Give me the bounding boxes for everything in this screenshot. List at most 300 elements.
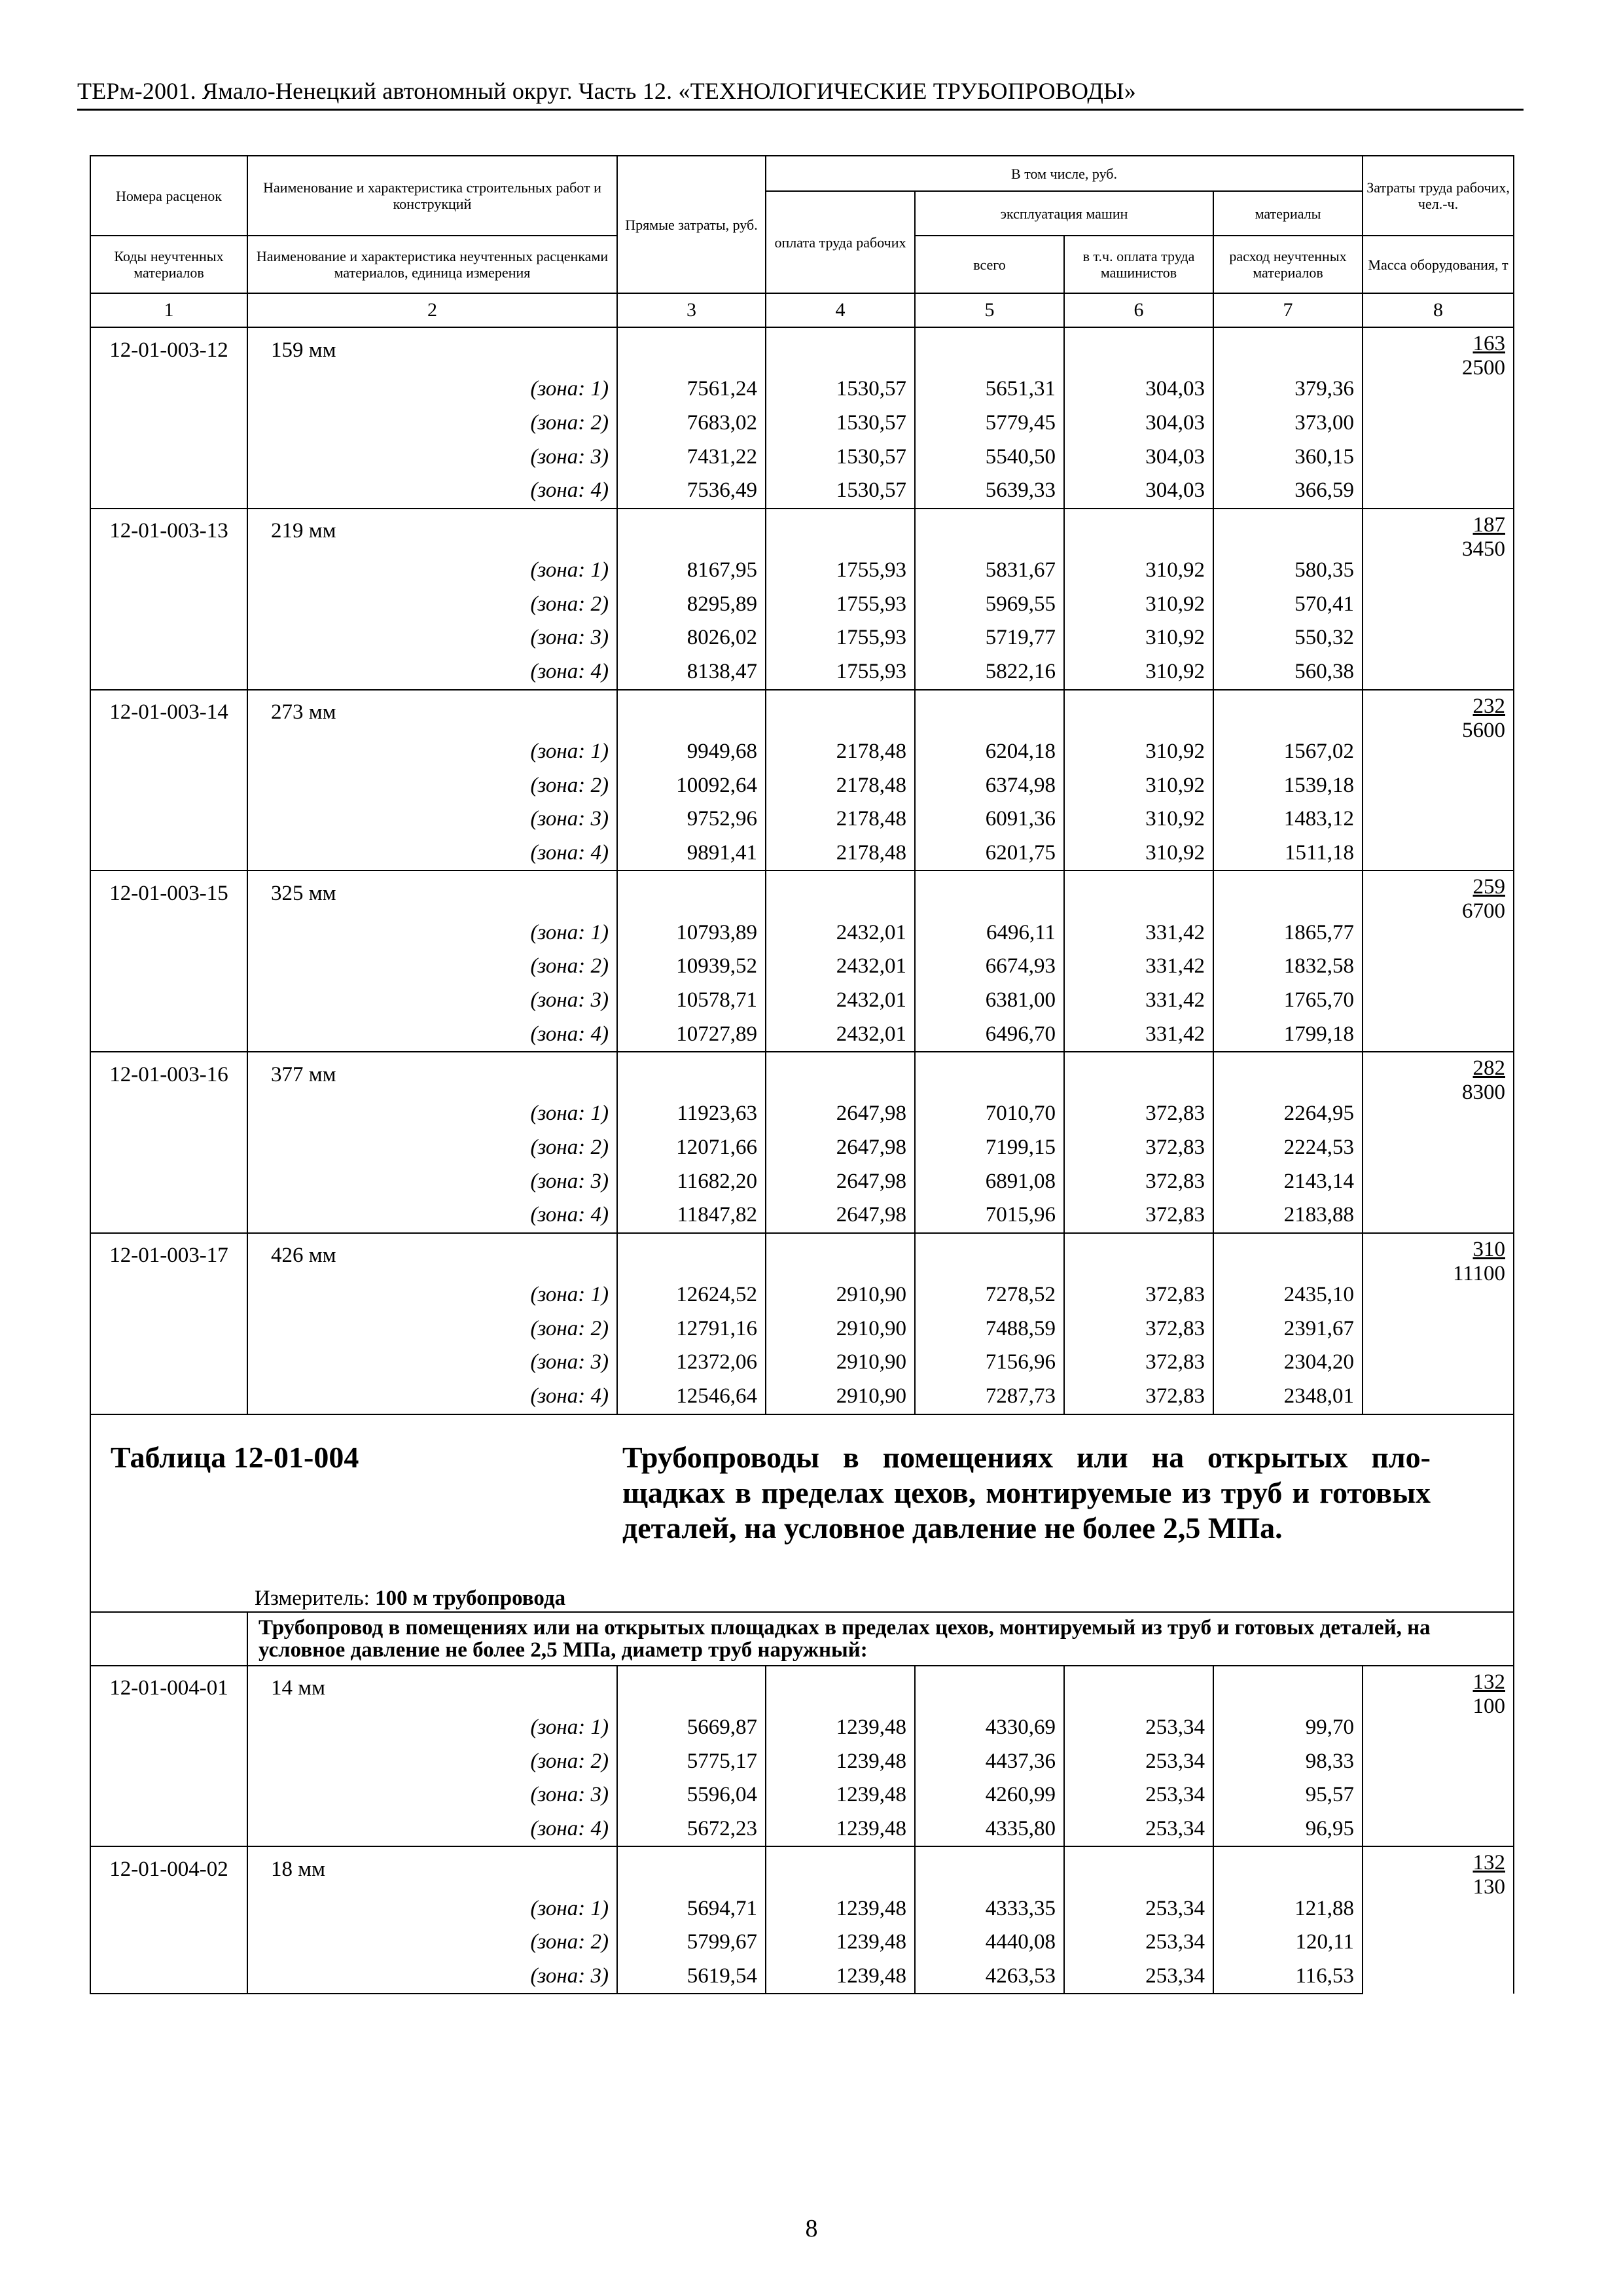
- measure-value: 100 м трубопровода: [375, 1586, 566, 1610]
- direct-costs-value: 10727,89: [617, 1017, 766, 1052]
- materials-value: 360,15: [1213, 440, 1363, 474]
- operator-wages-value: 331,42: [1064, 984, 1213, 1018]
- zone-label: (зона: 4): [247, 1380, 617, 1414]
- empty-cell: [915, 1052, 1064, 1097]
- empty-cell: [915, 327, 1064, 372]
- operator-wages-value: 310,92: [1064, 802, 1213, 836]
- direct-costs-value: 8026,02: [617, 621, 766, 655]
- labor-mass-cell: [1363, 1666, 1514, 1847]
- table-title-row: [90, 1414, 1514, 1612]
- machines-value: 4330,69: [915, 1711, 1064, 1745]
- materials-value: 2435,10: [1213, 1278, 1363, 1312]
- machines-value: 4333,35: [915, 1892, 1064, 1926]
- zone-label: (зона: 3): [247, 621, 617, 655]
- wages-value: 1239,48: [766, 1960, 915, 1994]
- direct-costs-value: 8167,95: [617, 554, 766, 588]
- table-title-cell: [90, 1414, 1514, 1612]
- rates-table: [90, 155, 1514, 1994]
- wages-value: 1755,93: [766, 655, 915, 690]
- operator-wages-value: 253,34: [1064, 1778, 1213, 1812]
- empty-cell: [766, 1666, 915, 1711]
- materials-value: 373,00: [1213, 406, 1363, 440]
- zone-label: (зона: 2): [247, 950, 617, 984]
- direct-costs-value: 5799,67: [617, 1926, 766, 1960]
- zone-label: (зона: 3): [247, 440, 617, 474]
- wages-value: 2910,90: [766, 1380, 915, 1414]
- operator-wages-value: 372,83: [1064, 1097, 1213, 1131]
- zone-row: [90, 1812, 1514, 1847]
- empty-cell: [90, 1960, 247, 1994]
- empty-cell: [766, 1846, 915, 1892]
- mass-value: 5600: [1462, 718, 1506, 742]
- materials-value: 1832,58: [1213, 950, 1363, 984]
- empty-cell: [90, 1131, 247, 1165]
- empty-cell: [1064, 1846, 1213, 1892]
- materials-value: 96,95: [1213, 1812, 1363, 1847]
- zone-row: [90, 655, 1514, 690]
- machines-value: 6674,93: [915, 950, 1064, 984]
- col-number: 8: [1363, 293, 1514, 327]
- operator-wages-value: 253,34: [1064, 1960, 1213, 1994]
- direct-costs-value: 12071,66: [617, 1131, 766, 1165]
- column-numbers-row: [90, 293, 1514, 327]
- col-head-operator-wages: в т.ч. оплата труда машинистов: [1064, 236, 1213, 293]
- materials-value: 1865,77: [1213, 916, 1363, 950]
- zone-label: (зона: 2): [247, 1926, 617, 1960]
- zone-label: (зона: 1): [247, 1711, 617, 1745]
- empty-cell: [90, 587, 247, 621]
- operator-wages-value: 253,34: [1064, 1812, 1213, 1847]
- labor-value: 132: [1472, 1670, 1506, 1694]
- machines-value: 4440,08: [915, 1926, 1064, 1960]
- empty-cell: [1064, 1233, 1213, 1278]
- labor-value: 163: [1472, 332, 1506, 355]
- mass-value: 2500: [1462, 356, 1506, 380]
- empty-cell: [90, 1892, 247, 1926]
- empty-cell: [90, 1812, 247, 1847]
- materials-value: 1539,18: [1213, 768, 1363, 802]
- machines-value: 5719,77: [915, 621, 1064, 655]
- col-head-materials: материалы: [1213, 191, 1363, 236]
- rate-name: 159 мм: [247, 327, 617, 372]
- materials-value: 2183,88: [1213, 1198, 1363, 1233]
- empty-cell: [90, 950, 247, 984]
- col-head-machines: эксплуатация машин: [915, 191, 1213, 236]
- empty-cell: [90, 1346, 247, 1380]
- direct-costs-value: 12546,64: [617, 1380, 766, 1414]
- machines-value: 6891,08: [915, 1164, 1064, 1198]
- rate-code: 12-01-003-17: [90, 1233, 247, 1278]
- labor-value: 187: [1472, 512, 1506, 537]
- wages-value: 2647,98: [766, 1131, 915, 1165]
- zone-label: (зона: 1): [247, 372, 617, 406]
- direct-costs-value: 10939,52: [617, 950, 766, 984]
- col-head-material-names: Наименование и характеристика неучтенных расценками материалов, единица измерения: [247, 236, 617, 293]
- labor-value: 282: [1472, 1056, 1506, 1080]
- materials-value: 2304,20: [1213, 1346, 1363, 1380]
- materials-value: 366,59: [1213, 474, 1363, 509]
- operator-wages-value: 253,34: [1064, 1744, 1213, 1778]
- wages-value: 1239,48: [766, 1744, 915, 1778]
- zone-row: [90, 768, 1514, 802]
- empty-cell: [90, 836, 247, 871]
- zone-label: (зона: 2): [247, 406, 617, 440]
- machines-value: 4335,80: [915, 1812, 1064, 1847]
- materials-value: 1765,70: [1213, 984, 1363, 1018]
- operator-wages-value: 310,92: [1064, 655, 1213, 690]
- empty-cell: [1213, 509, 1363, 554]
- col-number: 5: [915, 293, 1064, 327]
- empty-cell: [1213, 1052, 1363, 1097]
- wages-value: 1755,93: [766, 554, 915, 588]
- operator-wages-value: 304,03: [1064, 372, 1213, 406]
- zone-label: (зона: 1): [247, 1892, 617, 1926]
- wages-value: 1530,57: [766, 372, 915, 406]
- zone-row: [90, 984, 1514, 1018]
- operator-wages-value: 310,92: [1064, 768, 1213, 802]
- zone-row: [90, 1711, 1514, 1745]
- rate-row: [90, 1052, 1514, 1097]
- mass-value: 6700: [1462, 899, 1506, 924]
- operator-wages-value: 372,83: [1064, 1198, 1213, 1233]
- operator-wages-value: 304,03: [1064, 474, 1213, 509]
- zone-label: (зона: 4): [247, 1198, 617, 1233]
- wages-value: 2432,01: [766, 950, 915, 984]
- labor-value: 132: [1472, 1851, 1506, 1875]
- materials-value: 2143,14: [1213, 1164, 1363, 1198]
- wages-value: 2647,98: [766, 1164, 915, 1198]
- rate-name: 14 мм: [247, 1666, 617, 1711]
- direct-costs-value: 7683,02: [617, 406, 766, 440]
- rate-row: [90, 870, 1514, 916]
- zone-row: [90, 1744, 1514, 1778]
- operator-wages-value: 310,92: [1064, 735, 1213, 769]
- empty-cell: [617, 1846, 766, 1892]
- empty-cell: [90, 735, 247, 769]
- empty-cell: [915, 690, 1064, 735]
- operator-wages-value: 372,83: [1064, 1346, 1213, 1380]
- rate-code: 12-01-004-01: [90, 1666, 247, 1711]
- machines-value: 5639,33: [915, 474, 1064, 509]
- labor-value: 232: [1472, 694, 1506, 718]
- zone-row: [90, 440, 1514, 474]
- direct-costs-value: 11923,63: [617, 1097, 766, 1131]
- empty-cell: [90, 916, 247, 950]
- zone-row: [90, 372, 1514, 406]
- zone-label: (зона: 3): [247, 984, 617, 1018]
- zone-row: [90, 1097, 1514, 1131]
- wages-value: 2910,90: [766, 1312, 915, 1346]
- empty-cell: [1064, 690, 1213, 735]
- labor-value: 310: [1472, 1237, 1506, 1261]
- col-number: 6: [1064, 293, 1213, 327]
- empty-cell: [915, 509, 1064, 554]
- zone-label: (зона: 4): [247, 836, 617, 871]
- operator-wages-value: 304,03: [1064, 440, 1213, 474]
- machines-value: 5831,67: [915, 554, 1064, 588]
- operator-wages-value: 253,34: [1064, 1926, 1213, 1960]
- zone-row: [90, 587, 1514, 621]
- direct-costs-value: 10793,89: [617, 916, 766, 950]
- operator-wages-value: 310,92: [1064, 554, 1213, 588]
- operator-wages-value: 331,42: [1064, 1017, 1213, 1052]
- materials-value: 1511,18: [1213, 836, 1363, 871]
- empty-cell: [1213, 327, 1363, 372]
- empty-cell: [90, 1312, 247, 1346]
- direct-costs-value: 12372,06: [617, 1346, 766, 1380]
- empty-cell: [90, 1017, 247, 1052]
- zone-label: (зона: 2): [247, 1312, 617, 1346]
- empty-cell: [90, 372, 247, 406]
- machines-value: 7156,96: [915, 1346, 1064, 1380]
- operator-wages-value: 372,83: [1064, 1164, 1213, 1198]
- section-heading: Трубопровод в помещениях или на открытых площадках в пределах цехов, монтируемый из труб и готовых деталей, на условное давление не более 2,5 МПа, диаметр труб наружный:: [247, 1612, 1514, 1666]
- labor-value: 259: [1472, 875, 1506, 899]
- table-description: Трубопроводы в помещениях или на открытых пло-щадках в пределах цехов, монтируемые из труб и готовых деталей, на условное давление не более 2,5 МПа.: [622, 1440, 1431, 1545]
- machines-value: 5822,16: [915, 655, 1064, 690]
- machines-value: 6201,75: [915, 836, 1064, 871]
- operator-wages-value: 304,03: [1064, 406, 1213, 440]
- empty-cell: [617, 870, 766, 916]
- zone-row: [90, 406, 1514, 440]
- zone-row: [90, 916, 1514, 950]
- empty-cell: [90, 1744, 247, 1778]
- machines-value: 7015,96: [915, 1198, 1064, 1233]
- col-head-mass: Масса оборудования, т: [1363, 236, 1514, 293]
- zone-row: [90, 950, 1514, 984]
- empty-cell: [1213, 870, 1363, 916]
- empty-cell: [766, 870, 915, 916]
- page-number: 8: [805, 2215, 818, 2242]
- rate-name: 377 мм: [247, 1052, 617, 1097]
- zone-row: [90, 802, 1514, 836]
- direct-costs-value: 8295,89: [617, 587, 766, 621]
- col-number: 1: [90, 293, 247, 327]
- wages-value: 1239,48: [766, 1711, 915, 1745]
- empty-cell: [1064, 509, 1213, 554]
- empty-cell: [90, 406, 247, 440]
- materials-value: 1567,02: [1213, 735, 1363, 769]
- wages-value: 1530,57: [766, 406, 915, 440]
- empty-cell: [90, 1164, 247, 1198]
- machines-value: 5969,55: [915, 587, 1064, 621]
- materials-value: 550,32: [1213, 621, 1363, 655]
- materials-value: 98,33: [1213, 1744, 1363, 1778]
- empty-cell: [90, 655, 247, 690]
- operator-wages-value: 310,92: [1064, 621, 1213, 655]
- labor-mass-cell: [1363, 870, 1514, 1052]
- rate-code: 12-01-003-15: [90, 870, 247, 916]
- zone-row: [90, 1278, 1514, 1312]
- empty-cell: [766, 1052, 915, 1097]
- materials-value: 99,70: [1213, 1711, 1363, 1745]
- empty-cell: [90, 984, 247, 1018]
- empty-cell: [915, 1233, 1064, 1278]
- materials-value: 2224,53: [1213, 1131, 1363, 1165]
- materials-value: 95,57: [1213, 1778, 1363, 1812]
- zone-label: (зона: 1): [247, 554, 617, 588]
- zone-label: (зона: 2): [247, 768, 617, 802]
- col-head-unaccounted-materials: расход неучтенных материалов: [1213, 236, 1363, 293]
- empty-cell: [90, 1097, 247, 1131]
- zone-row: [90, 554, 1514, 588]
- zone-row: [90, 621, 1514, 655]
- direct-costs-value: 7431,22: [617, 440, 766, 474]
- machines-value: 4263,53: [915, 1960, 1064, 1994]
- direct-costs-value: 7536,49: [617, 474, 766, 509]
- zone-label: (зона: 4): [247, 1812, 617, 1847]
- table-measure: [255, 1587, 565, 1611]
- materials-value: 580,35: [1213, 554, 1363, 588]
- mass-value: 130: [1472, 1875, 1506, 1899]
- empty-cell: [617, 509, 766, 554]
- direct-costs-value: 9949,68: [617, 735, 766, 769]
- col-head-material-codes: Коды неучтенных материалов: [90, 236, 247, 293]
- wages-value: 1239,48: [766, 1926, 915, 1960]
- direct-costs-value: 5694,71: [617, 1892, 766, 1926]
- mass-value: 8300: [1462, 1081, 1506, 1104]
- direct-costs-value: 5669,87: [617, 1711, 766, 1745]
- operator-wages-value: 253,34: [1064, 1711, 1213, 1745]
- wages-value: 2178,48: [766, 768, 915, 802]
- empty-cell: [90, 1711, 247, 1745]
- operator-wages-value: 310,92: [1064, 836, 1213, 871]
- direct-costs-value: 5775,17: [617, 1744, 766, 1778]
- zone-label: (зона: 3): [247, 1960, 617, 1994]
- direct-costs-value: 12791,16: [617, 1312, 766, 1346]
- rate-row: [90, 690, 1514, 735]
- empty-cell: [1213, 1666, 1363, 1711]
- empty-cell: [1064, 327, 1213, 372]
- zone-label: (зона: 2): [247, 587, 617, 621]
- empty-cell: [766, 327, 915, 372]
- zone-label: (зона: 1): [247, 735, 617, 769]
- col-head-work-name: Наименование и характеристика строительных работ и конструкций: [247, 156, 617, 236]
- rate-row: [90, 327, 1514, 372]
- section-heading-row: [90, 1612, 1514, 1666]
- wages-value: 2432,01: [766, 984, 915, 1018]
- wages-value: 1530,57: [766, 474, 915, 509]
- empty-cell: [90, 1380, 247, 1414]
- col-head-rate-numbers: Номера расценок: [90, 156, 247, 236]
- measure-label: Измеритель:: [255, 1586, 370, 1610]
- mass-value: 3450: [1462, 537, 1506, 561]
- zone-row: [90, 1131, 1514, 1165]
- mass-value: 11100: [1452, 1261, 1506, 1285]
- empty-cell: [766, 1233, 915, 1278]
- empty-cell: [1213, 1233, 1363, 1278]
- col-head-wages: оплата труда рабочих: [766, 191, 915, 293]
- wages-value: 2647,98: [766, 1198, 915, 1233]
- rate-row: [90, 1233, 1514, 1278]
- col-number: 2: [247, 293, 617, 327]
- direct-costs-value: 8138,47: [617, 655, 766, 690]
- operator-wages-value: 331,42: [1064, 916, 1213, 950]
- rate-code: 12-01-003-16: [90, 1052, 247, 1097]
- labor-mass-cell: [1363, 509, 1514, 690]
- col-head-including: В том числе, руб.: [766, 156, 1363, 191]
- wages-value: 2432,01: [766, 1017, 915, 1052]
- machines-value: 5540,50: [915, 440, 1064, 474]
- direct-costs-value: 12624,52: [617, 1278, 766, 1312]
- materials-value: 120,11: [1213, 1926, 1363, 1960]
- machines-value: 6204,18: [915, 735, 1064, 769]
- zone-label: (зона: 4): [247, 1017, 617, 1052]
- labor-mass-cell: [1363, 1052, 1514, 1233]
- materials-value: 121,88: [1213, 1892, 1363, 1926]
- materials-value: 116,53: [1213, 1960, 1363, 1994]
- labor-mass-cell: [1363, 1846, 1514, 1994]
- zone-label: (зона: 1): [247, 1097, 617, 1131]
- materials-value: 1483,12: [1213, 802, 1363, 836]
- machines-value: 7287,73: [915, 1380, 1064, 1414]
- materials-value: 2264,95: [1213, 1097, 1363, 1131]
- operator-wages-value: 331,42: [1064, 950, 1213, 984]
- direct-costs-value: 5596,04: [617, 1778, 766, 1812]
- zone-row: [90, 1312, 1514, 1346]
- direct-costs-value: 10092,64: [617, 768, 766, 802]
- running-header: ТЕРм-2001. Ямало-Ненецкий автономный округ. Часть 12. «ТЕХНОЛОГИЧЕСКИЕ ТРУБОПРОВОДЫ»: [77, 78, 1136, 104]
- zone-row: [90, 735, 1514, 769]
- zone-row: [90, 474, 1514, 509]
- empty-cell: [1064, 870, 1213, 916]
- operator-wages-value: 372,83: [1064, 1312, 1213, 1346]
- header-row-1: [90, 156, 1514, 191]
- empty-cell: [1213, 1846, 1363, 1892]
- machines-value: 4260,99: [915, 1778, 1064, 1812]
- empty-cell: [1213, 690, 1363, 735]
- wages-value: 1530,57: [766, 440, 915, 474]
- zone-row: [90, 1164, 1514, 1198]
- zone-label: (зона: 3): [247, 1778, 617, 1812]
- zone-label: (зона: 4): [247, 474, 617, 509]
- empty-cell: [90, 1778, 247, 1812]
- direct-costs-value: 5672,23: [617, 1812, 766, 1847]
- rate-name: 18 мм: [247, 1846, 617, 1892]
- labor-mass-cell: [1363, 690, 1514, 871]
- wages-value: 1239,48: [766, 1778, 915, 1812]
- empty-cell: [1064, 1666, 1213, 1711]
- operator-wages-value: 372,83: [1064, 1131, 1213, 1165]
- direct-costs-value: 7561,24: [617, 372, 766, 406]
- materials-value: 2348,01: [1213, 1380, 1363, 1414]
- empty-cell: [766, 509, 915, 554]
- rate-name: 273 мм: [247, 690, 617, 735]
- zone-row: [90, 1017, 1514, 1052]
- empty-cell: [90, 554, 247, 588]
- empty-cell: [1064, 1052, 1213, 1097]
- wages-value: 2910,90: [766, 1346, 915, 1380]
- empty-cell: [90, 1612, 247, 1666]
- zone-row: [90, 836, 1514, 871]
- empty-cell: [915, 870, 1064, 916]
- rate-code: 12-01-004-02: [90, 1846, 247, 1892]
- col-head-machines-total: всего: [915, 236, 1064, 293]
- empty-cell: [617, 1233, 766, 1278]
- labor-mass-cell: [1363, 1233, 1514, 1414]
- wages-value: 1239,48: [766, 1812, 915, 1847]
- table-number: Таблица 12-01-004: [111, 1440, 359, 1474]
- rate-row: [90, 1846, 1514, 1892]
- col-number: 4: [766, 293, 915, 327]
- machines-value: 6374,98: [915, 768, 1064, 802]
- empty-cell: [90, 474, 247, 509]
- materials-value: 570,41: [1213, 587, 1363, 621]
- zone-row: [90, 1380, 1514, 1414]
- direct-costs-value: 11847,82: [617, 1198, 766, 1233]
- empty-cell: [90, 768, 247, 802]
- wages-value: 1755,93: [766, 587, 915, 621]
